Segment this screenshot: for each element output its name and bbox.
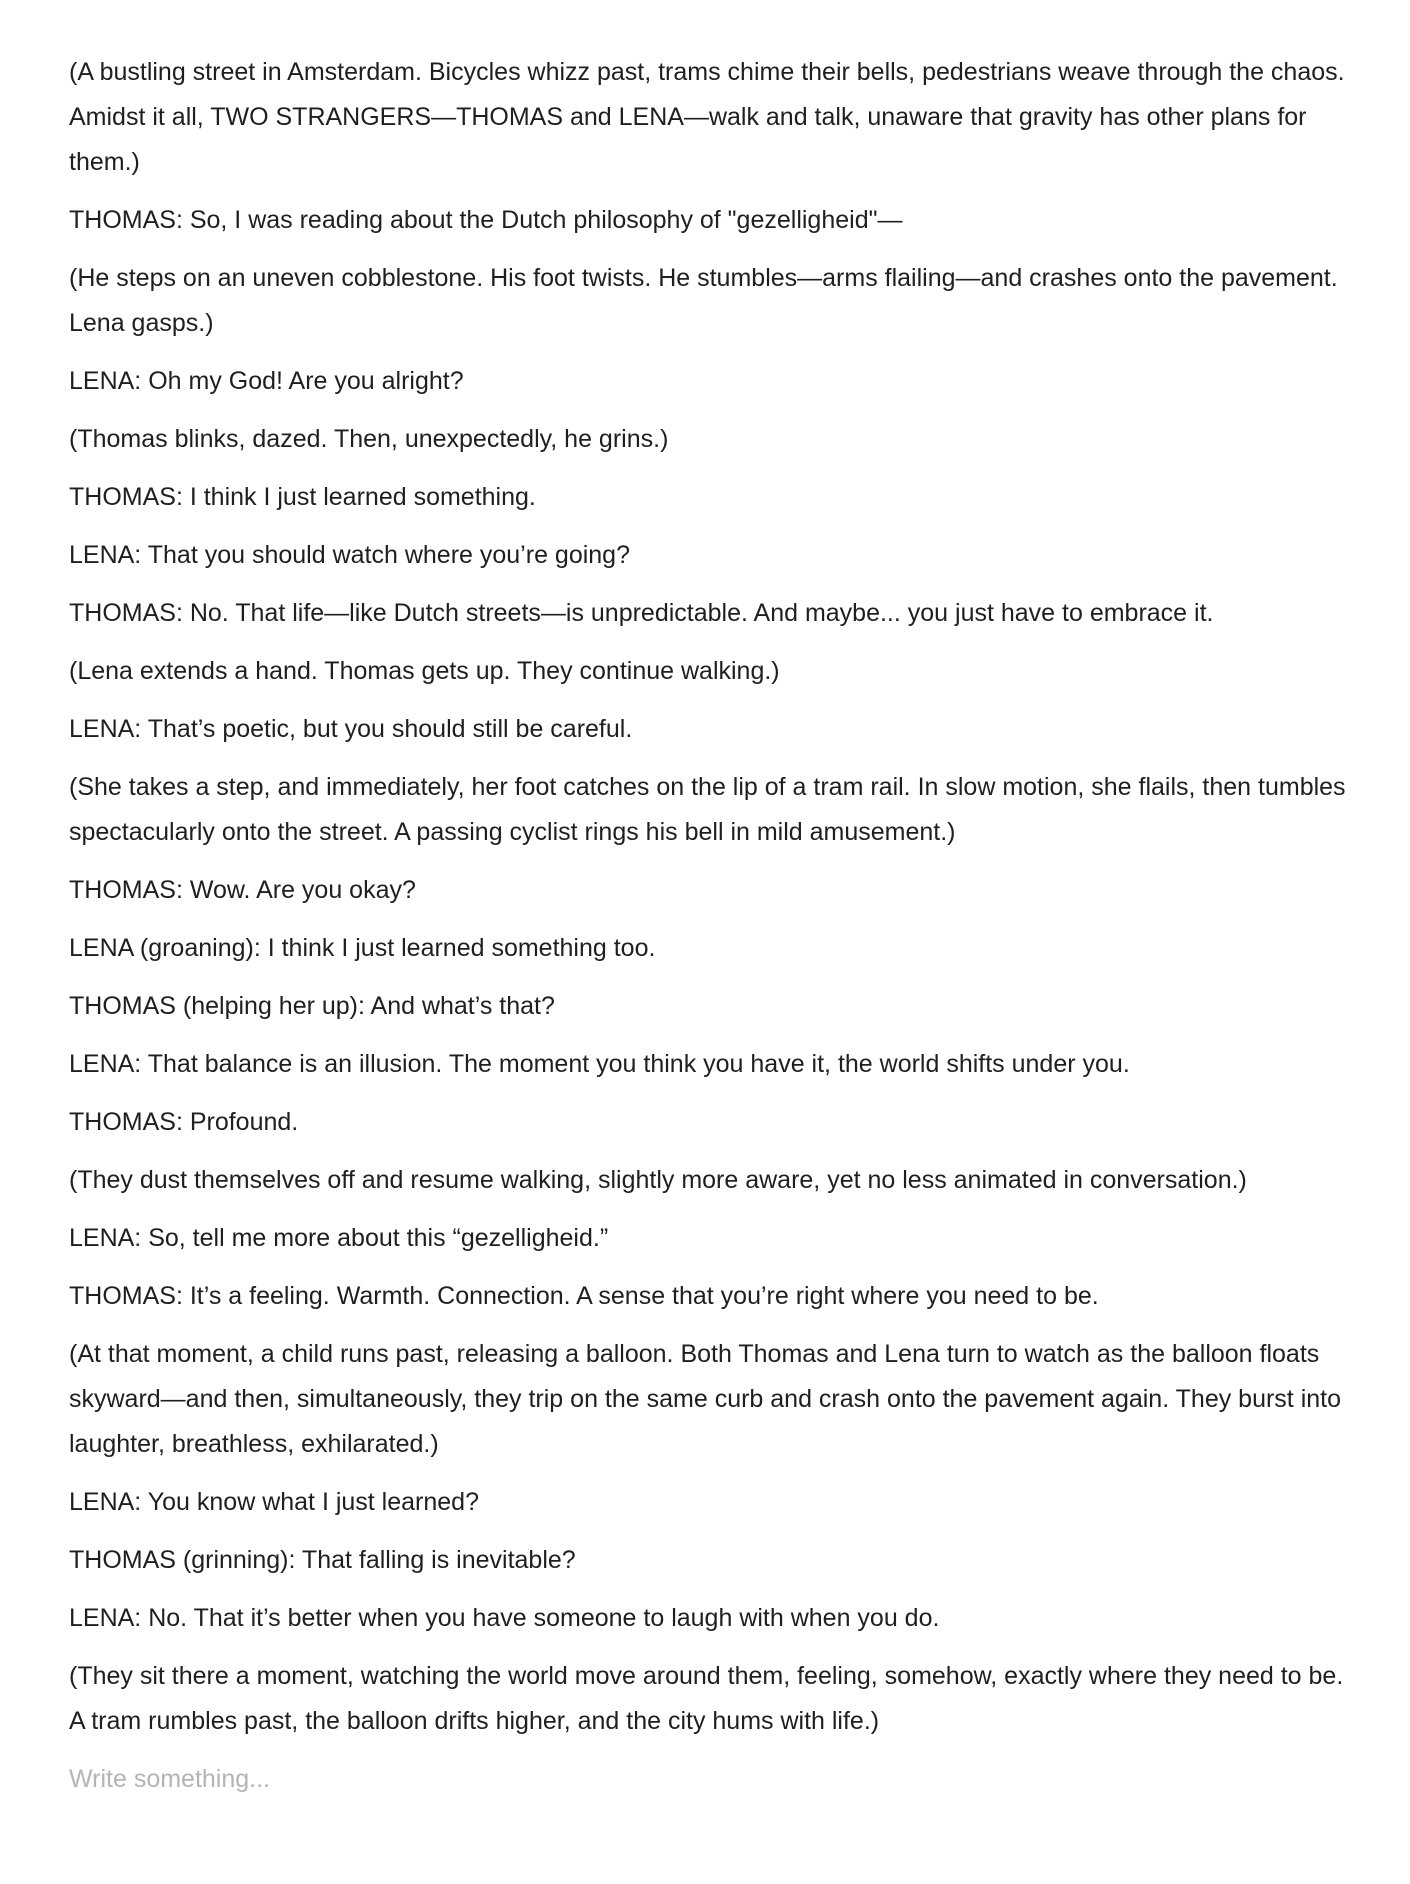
paragraph[interactable]: LENA: That you should watch where you’re going? [69,541,630,569]
paragraph[interactable]: (Lena extends a hand. Thomas gets up. They continue walking.) [69,657,780,685]
paragraph[interactable]: LENA: That’s poetic, but you should still be careful. [69,715,633,743]
paragraph[interactable]: LENA: So, tell me more about this “gezelligheid.” [69,1224,609,1252]
paragraph[interactable]: THOMAS: Profound. [69,1108,299,1136]
paragraph[interactable]: THOMAS: So, I was reading about the Dutch philosophy of "gezelligheid"— [69,206,903,234]
paragraph[interactable]: THOMAS: I think I just learned something. [69,483,536,511]
paragraph[interactable]: LENA: You know what I just learned? [69,1488,479,1516]
paragraph[interactable]: (Thomas blinks, dazed. Then, unexpectedly, he grins.) [69,425,669,453]
paragraph[interactable]: THOMAS (helping her up): And what’s that? [69,992,555,1020]
paragraph[interactable]: (They sit there a moment, watching the world move around them, feeling, somehow, exactly where they need to be. A tram rumbles past, the balloon drifts higher, and the city hums with life.) [69,1662,1344,1735]
paragraph[interactable]: (She takes a step, and immediately, her foot catches on the lip of a tram rail. In slow motion, she flails, then tumbles spectacularly onto the street. A passing cyclist rings his bell in mild amusement.) [69,773,1346,846]
paragraph[interactable]: (They dust themselves off and resume walking, slightly more aware, yet no less animated in conversation.) [69,1166,1247,1194]
write-something-input[interactable]: Write something... [69,1765,271,1793]
paragraph[interactable]: LENA: That balance is an illusion. The moment you think you have it, the world shifts under you. [69,1050,1130,1078]
paragraph[interactable]: THOMAS: Wow. Are you okay? [69,876,416,904]
paragraph[interactable]: LENA: No. That it’s better when you have someone to laugh with when you do. [69,1604,940,1632]
paragraph[interactable]: (A bustling street in Amsterdam. Bicycles whizz past, trams chime their bells, pedestrians weave through the chaos. Amidst it all, TWO STRANGERS—THOMAS and LENA—walk and talk, unaware that gravity has other plans for them.) [69,58,1345,176]
paragraph[interactable]: LENA (groaning): I think I just learned something too. [69,934,656,962]
paragraph[interactable]: THOMAS: It’s a feeling. Warmth. Connection. A sense that you’re right where you need to be. [69,1282,1099,1310]
paragraph[interactable]: (At that moment, a child runs past, releasing a balloon. Both Thomas and Lena turn to watch as the balloon floats skyward—and then, simultaneously, they trip on the same curb and crash onto the pavement again. They burst into laughter, breathless, exhilarated.) [69,1340,1342,1458]
document-editor[interactable] [69,50,1359,1815]
paragraph[interactable]: THOMAS: No. That life—like Dutch streets—is unpredictable. And maybe... you just have to embrace it. [69,599,1214,627]
paragraph[interactable]: LENA: Oh my God! Are you alright? [69,367,464,395]
paragraph[interactable]: (He steps on an uneven cobblestone. His foot twists. He stumbles—arms flailing—and crashes onto the pavement. Lena gasps.) [69,264,1338,337]
paragraph[interactable]: THOMAS (grinning): That falling is inevitable? [69,1546,576,1574]
